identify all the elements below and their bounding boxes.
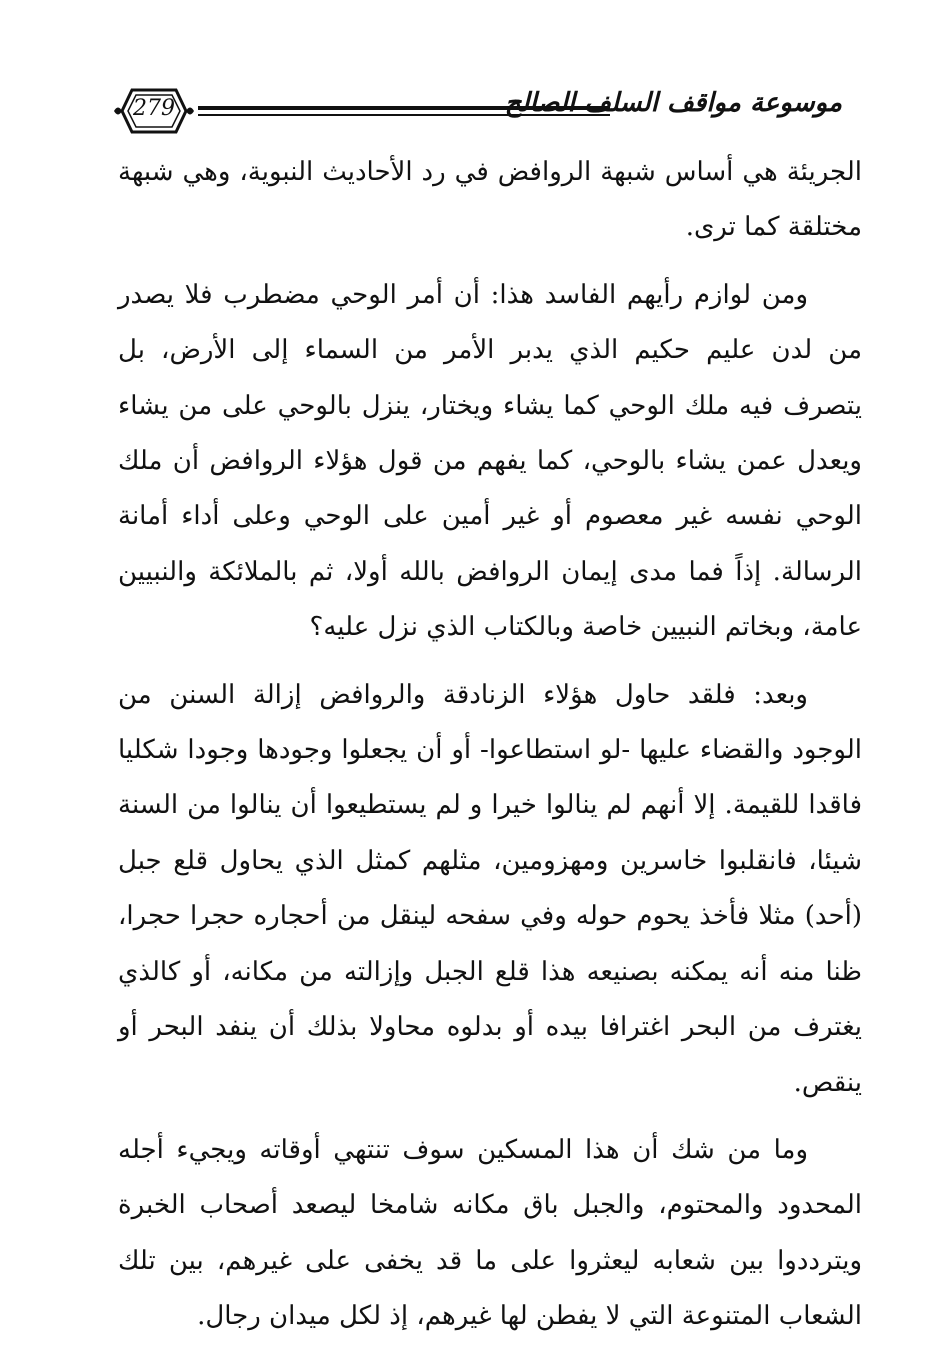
body-text [118, 145, 862, 1357]
page-header [112, 82, 842, 142]
paragraph-3: وبعد: فلقد حاول هؤلاء الزنادقة والروافض إزالة السنن من الوجود والقضاء عليها -لو استطاعوا- أو أن يجعلوا وجودها وجودا شكليا فاقدا للقيمة. إلا أنهم لم ينالوا خيرا و لم يستطيعوا أن ينالوا من السنة شيئا، فانقلبوا خاسرين ومهزومين، مثلهم كمثل الذي يحاول قلع جبل (أحد) مثلا فأخذ يحوم حوله وفي سفحه لينقل من أحجاره حجرا حجرا، ظنا منه أنه يمكنه بصنيعه هذا قلع الجبل وإزالته من مكانه، أو كالذي يغترف من البحر اغترافا بيده أو بدلوه محاولا بذلك أن ينفد البحر أو ينقص. [118, 679, 862, 1098]
paragraph-1: الجريئة هي أساس شبهة الروافض في رد الأحاديث النبوية، وهي شبهة مختلقة كما ترى. [118, 157, 862, 243]
paragraph-2: ومن لوازم رأيهم الفاسد هذا: أن أمر الوحي مضطرب فلا يصدر من لدن عليم حكيم الذي يدبر الأمر من السماء إلى الأرض، بل يتصرف فيه ملك الوحي كما يشاء ويختار، ينزل بالوحي على من يشاء ويعدل عمن يشاء بالوحي، كما يفهم من قول هؤلاء الروافض أن ملك الوحي نفسه غير معصوم أو غير أمين على الوحي وعلى أداء أمانة الرسالة. إذاً فما مدى إيمان الروافض بالله أولا، ثم بالملائكة والنبيين عامة، وبخاتم النبيين خاصة وبالكتاب الذي نزل عليه؟ [118, 279, 862, 643]
paragraph-4: وما من شك أن هذا المسكين سوف تنتهي أوقاته ويجيء أجله المحدود والمحتوم، والجبل باق مكانه شامخا ليصعد أصحاب الخبرة ويترددوا بين شعابه ليعثروا على ما قد يخفى على غيرهم، بين تلك الشعاب المتنوعة التي لا يفطن لها غيرهم، إذ لكل ميدان رجال. [118, 1134, 862, 1332]
page-number-badge [112, 82, 196, 140]
book-title: موسوعة مواقف السلف الصالح [504, 88, 842, 118]
page-number: 279 [133, 96, 175, 121]
